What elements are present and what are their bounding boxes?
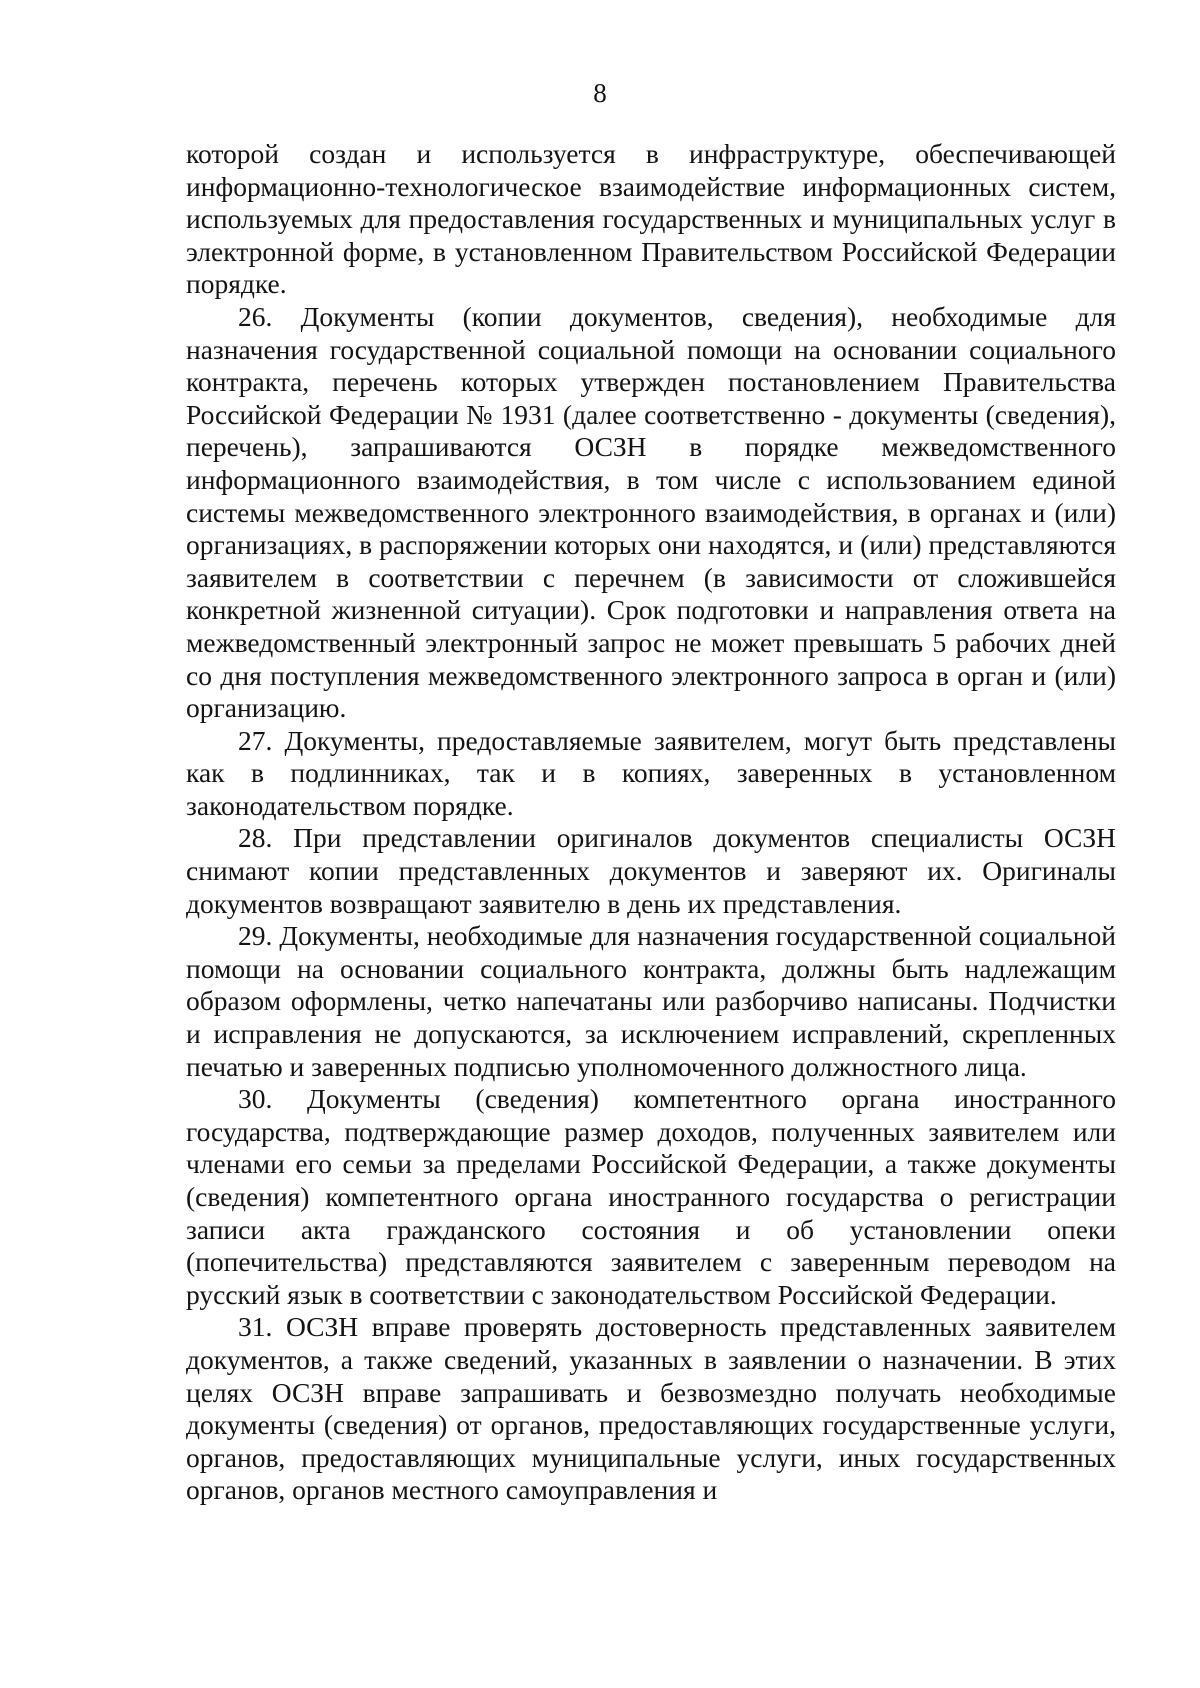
paragraph-26: 26. Документы (копии документов, сведения), необходимые для назначения государственной социальной помощи на основании социального контракта, перечень которых утвержден постановлением Правительства Российской Федерации № 1931 (далее соответственно - документы (сведения), перечень), запрашиваются ОСЗН в порядке межведомственного информационного взаимодействия, в том числе с использованием единой системы межведомственного электронного взаимодействия, в органах и (или) организациях, в распоряжении которых они находятся, и (или) представляются заявителем в соответствии с перечнем (в зависимости от сложившейся конкретной жизненной ситуации). Срок подготовки и направления ответа на межведомственный электронный запрос не может превышать 5 рабочих дней со дня поступления межведомственного электронного запроса в орган и (или) организацию. bbox=[186, 300, 1116, 724]
paragraph-30: 30. Документы (сведения) компетентного органа иностранного государства, подтверждающие размер доходов, полученных заявителем или членами его семьи за пределами Российской Федерации, а также документы (сведения) компетентного органа иностранного государства о регистрации записи акта гражданского состояния и об установлении опеки (попечительства) представляются заявителем с заверенным переводом на русский язык в соответствии с законодательством Российской Федерации. bbox=[186, 1083, 1116, 1310]
paragraph-28: 28. При представлении оригиналов документов специалисты ОСЗН снимают копии представленных документов и заверяют их. Оригиналы документов возвращают заявителю в день их представления. bbox=[186, 822, 1116, 919]
paragraph-27: 27. Документы, предоставляемые заявителем, могут быть представлены как в подлинниках, так и в копиях, заверенных в установленном законодательством порядке. bbox=[186, 724, 1116, 821]
paragraph-31: 31. ОСЗН вправе проверять достоверность представленных заявителем документов, а также сведений, указанных в заявлении о назначении. В этих целях ОСЗН вправе запрашивать и безвозмездно получать необходимые документы (сведения) от органов, предоставляющих государственные услуги, органов, предоставляющих муниципальные услуги, иных государственных органов, органов местного самоуправления и bbox=[186, 1311, 1116, 1506]
paragraph-continuation: которой создан и используется в инфраструктуре, обеспечивающей информационно-технологическое взаимодействие информационных систем, используемых для предоставления государственных и муниципальных услуг в электронной форме, в установленном Правительством Российской Федерации порядке. bbox=[186, 138, 1116, 300]
page-number: 8 bbox=[593, 78, 607, 108]
document-body bbox=[186, 138, 1116, 1507]
paragraph-29: 29. Документы, необходимые для назначения государственной социальной помощи на основании социального контракта, должны быть надлежащим образом оформлены, четко напечатаны или разборчиво написаны. Подчистки и исправления не допускаются, за исключением исправлений, скрепленных печатью и заверенных подписью уполномоченного должностного лица. bbox=[186, 920, 1116, 1082]
